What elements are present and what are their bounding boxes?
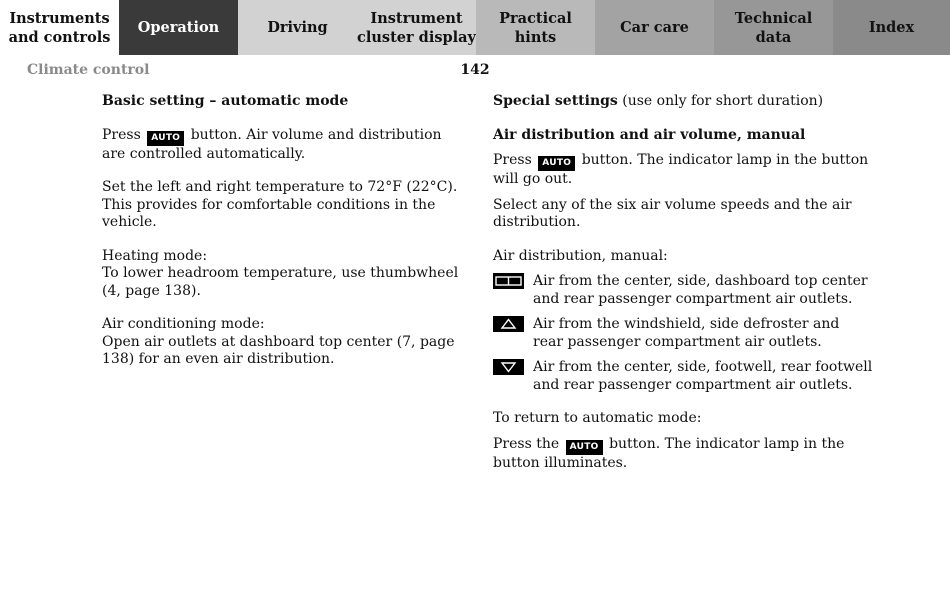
paragraph-text: Open air outlets at dashboard top center (7, page 138) for an even air distribution.	[102, 333, 455, 367]
tab-instruments-and-controls[interactable]	[0, 0, 119, 55]
tab-label: Index	[868, 19, 915, 36]
tab-index[interactable]	[833, 0, 950, 55]
heading-rest: (use only for short duration)	[617, 93, 824, 109]
tab-label: Practical hints	[499, 9, 572, 46]
auto-button-icon: AUTO	[147, 131, 184, 146]
list-item	[493, 273, 873, 308]
basic-setting-heading: Basic setting – automatic mode	[102, 93, 349, 109]
auto-button-icon: AUTO	[566, 440, 603, 455]
paragraph-auto-mode	[102, 127, 462, 164]
auto-button-icon: AUTO	[538, 156, 575, 171]
paragraph-text: button. Air volume and distribution are controlled automatically.	[102, 126, 442, 162]
paragraph-air-volume: Select any of the six air volume speeds and the air distribution.	[493, 196, 852, 230]
list-item-text: Air from the center, side, dashboard top center and rear passenger compartment air outlets.	[533, 273, 868, 307]
paragraph-return-auto: To return to automatic mode:	[493, 410, 702, 426]
special-settings-heading	[493, 93, 873, 111]
list-item-text: Air from the center, side, footwell, rear footwell and rear passenger compartment air outlets.	[533, 359, 873, 393]
paragraph-text: Press the	[493, 435, 560, 452]
section-title: Climate control	[27, 62, 150, 78]
tab-label: Instrument	[370, 9, 463, 27]
footwell-icon	[493, 359, 524, 375]
paragraph-text: Heating mode:	[102, 247, 208, 264]
tab-label: Technical	[734, 9, 813, 27]
paragraph-text: button. The indicator lamp in the button will go out.	[493, 152, 869, 187]
paragraph-distribution-manual: Air distribution, manual:	[493, 247, 668, 264]
page-number: 142	[460, 62, 490, 78]
paragraph-press-auto-again	[493, 436, 873, 473]
paragraph-text: Press	[102, 126, 141, 143]
tab-instrument-cluster-display[interactable]	[357, 0, 476, 55]
paragraph-text: Air conditioning mode:	[102, 316, 265, 332]
air-distribution-subheading: Air distribution and air volume, manual	[493, 126, 806, 143]
tab-operation[interactable]	[119, 0, 238, 55]
list-item	[493, 316, 873, 351]
list-item-text: Air from the windshield, side defroster and rear passenger compartment air outlets.	[533, 316, 840, 350]
tab-car-care[interactable]	[595, 0, 714, 55]
paragraph-text: (4, page 138).	[102, 282, 201, 299]
tab-label: data	[755, 28, 792, 46]
paragraph-temperature: Set the left and right temperature to 72°F (22°C). This provides for comfortable conditions in the vehicle.	[102, 179, 458, 230]
tab-label: Car care	[620, 19, 689, 36]
paragraph-press-auto	[493, 152, 873, 189]
chapter-tabs	[0, 0, 950, 55]
windshield-icon	[493, 316, 524, 332]
paragraph-heating-mode	[102, 248, 462, 301]
paragraph-air-conditioning-mode	[102, 316, 462, 369]
tab-label: and controls	[8, 28, 111, 46]
tab-label: cluster display	[357, 28, 476, 46]
tab-technical-data[interactable]	[714, 0, 833, 55]
tab-label: Driving	[267, 19, 328, 36]
tab-label: Instruments	[9, 9, 110, 27]
list-item	[493, 359, 873, 394]
paragraph-text: To lower headroom temperature, use thumbwheel	[102, 265, 459, 281]
right-column	[493, 93, 873, 472]
paragraph-text: button. The indicator lamp in the button illuminates.	[493, 435, 845, 471]
paragraph-text: Press	[493, 152, 532, 168]
tab-label: Operation	[137, 19, 220, 36]
center-outlets-icon	[493, 273, 524, 289]
left-column	[102, 93, 462, 369]
tab-driving[interactable]	[238, 0, 357, 55]
heading-bold: Special settings	[493, 93, 618, 109]
tab-practical-hints[interactable]	[476, 0, 595, 55]
